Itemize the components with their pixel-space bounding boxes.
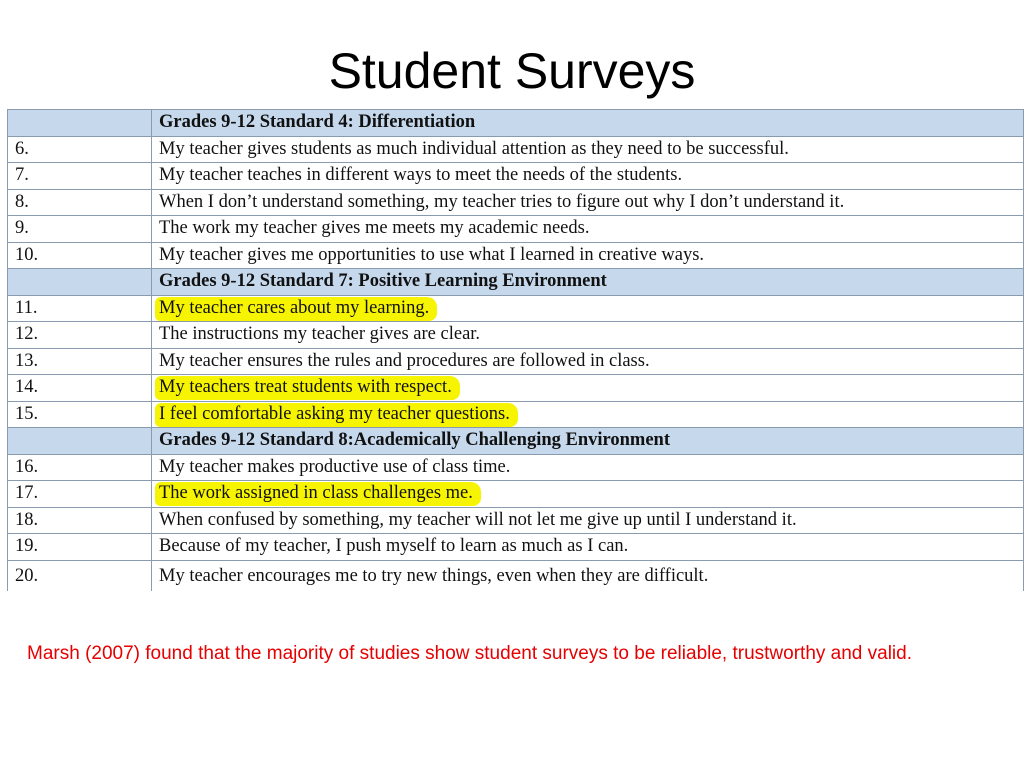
standard-header-row — [8, 110, 1024, 137]
standard-header-text: Grades 9-12 Standard 7: Positive Learning Environment — [152, 269, 1024, 296]
survey-item-row — [8, 136, 1024, 163]
item-number: 14. — [8, 375, 152, 402]
item-number — [8, 428, 152, 455]
highlighted-item-text: The work assigned in class challenges me. — [155, 482, 481, 506]
survey-table — [7, 109, 1024, 591]
highlighted-item-text: I feel comfortable asking my teacher questions. — [155, 403, 518, 427]
highlighted-item-text: My teacher cares about my learning. — [155, 297, 437, 321]
survey-item-row — [8, 163, 1024, 190]
standard-header-row — [8, 428, 1024, 455]
standard-header-row — [8, 269, 1024, 296]
item-number: 15. — [8, 401, 152, 428]
item-text: The instructions my teacher gives are clear. — [152, 322, 1024, 349]
survey-item-row — [8, 242, 1024, 269]
item-number: 6. — [8, 136, 152, 163]
highlighted-item-text: My teachers treat students with respect. — [155, 376, 460, 400]
survey-item-row — [8, 348, 1024, 375]
item-text-cell — [152, 481, 1024, 508]
slide-title: Student Surveys — [328, 43, 696, 99]
item-text: My teacher gives students as much individual attention as they need to be successful. — [152, 136, 1024, 163]
survey-item-row — [8, 189, 1024, 216]
item-number: 19. — [8, 534, 152, 561]
survey-item-row — [8, 507, 1024, 534]
item-text-cell — [152, 401, 1024, 428]
survey-item-row — [8, 375, 1024, 402]
item-number: 18. — [8, 507, 152, 534]
survey-item-row — [8, 322, 1024, 349]
survey-item-row — [8, 295, 1024, 322]
item-text: Because of my teacher, I push myself to learn as much as I can. — [152, 534, 1024, 561]
item-text: My teacher gives me opportunities to use what I learned in creative ways. — [152, 242, 1024, 269]
survey-item-row — [8, 560, 1024, 591]
item-text: When confused by something, my teacher will not let me give up until I understand it. — [152, 507, 1024, 534]
item-text: My teacher encourages me to try new things, even when they are difficult. — [152, 560, 1024, 591]
standard-header-text: Grades 9-12 Standard 4: Differentiation — [152, 110, 1024, 137]
item-number: 16. — [8, 454, 152, 481]
item-text-cell — [152, 295, 1024, 322]
survey-item-row — [8, 534, 1024, 561]
item-text: My teacher teaches in different ways to meet the needs of the students. — [152, 163, 1024, 190]
item-number: 9. — [8, 216, 152, 243]
item-number: 13. — [8, 348, 152, 375]
item-number — [8, 110, 152, 137]
item-number: 17. — [8, 481, 152, 508]
survey-item-row — [8, 454, 1024, 481]
item-number — [8, 269, 152, 296]
standard-header-text: Grades 9-12 Standard 8:Academically Challenging Environment — [152, 428, 1024, 455]
item-number: 12. — [8, 322, 152, 349]
item-number: 20. — [8, 560, 152, 591]
survey-item-row — [8, 481, 1024, 508]
item-text: My teacher makes productive use of class time. — [152, 454, 1024, 481]
item-text: The work my teacher gives me meets my academic needs. — [152, 216, 1024, 243]
survey-item-row — [8, 216, 1024, 243]
item-text: My teacher ensures the rules and procedures are followed in class. — [152, 348, 1024, 375]
item-text: When I don’t understand something, my teacher tries to figure out why I don’t understand it. — [152, 189, 1024, 216]
item-text-cell — [152, 375, 1024, 402]
footnote-text: Marsh (2007) found that the majority of studies show student surveys to be reliable, trustworthy and valid. — [27, 643, 913, 664]
item-number: 10. — [8, 242, 152, 269]
item-number: 7. — [8, 163, 152, 190]
survey-item-row — [8, 401, 1024, 428]
item-number: 8. — [8, 189, 152, 216]
item-number: 11. — [8, 295, 152, 322]
survey-table-body — [8, 110, 1024, 591]
